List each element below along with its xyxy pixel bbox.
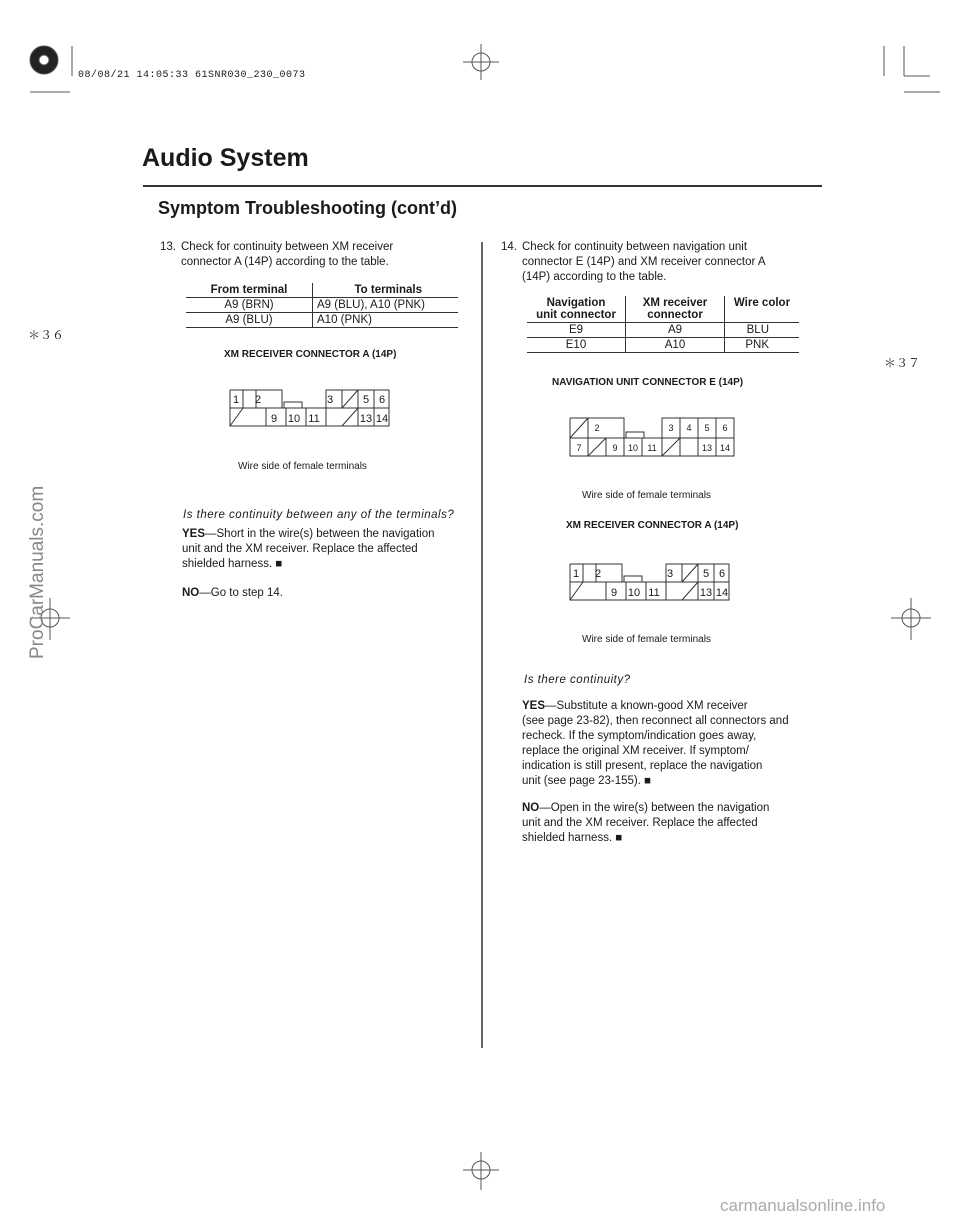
yes-text: unit and the XM receiver. Replace the affected <box>182 543 418 555</box>
table-header: From terminal <box>186 283 313 298</box>
end-mark-icon: ■ <box>644 775 652 787</box>
pin-label: 9 <box>612 443 618 453</box>
table-cell: A9 (BRN) <box>186 298 313 313</box>
pin-label: 1 <box>232 394 240 406</box>
question: Is there continuity between any of the terminals? <box>183 509 455 521</box>
dash: — <box>545 700 557 712</box>
pin-label: 9 <box>270 413 278 425</box>
pin-label: 13 <box>359 413 373 425</box>
xm-connector-diagram <box>566 562 736 604</box>
no-label: NO <box>182 587 200 599</box>
table-row <box>186 298 458 313</box>
step-text: connector E (14P) and XM receiver connector A <box>522 256 766 268</box>
connector-note: Wire side of female terminals <box>582 490 711 501</box>
table-row <box>527 323 799 338</box>
pin-label: 2 <box>594 423 600 433</box>
table-cell: A10 <box>626 338 725 353</box>
question: Is there continuity? <box>524 674 631 686</box>
footer-watermark: carmanualsonline.info <box>720 1196 886 1215</box>
table-cell: E10 <box>527 338 626 353</box>
no-text: Go to step 14. <box>210 587 283 599</box>
page-subtitle: Symptom Troubleshooting (cont’d) <box>158 198 457 218</box>
yes-text: shielded harness. <box>182 558 273 570</box>
continuity-table <box>186 283 458 328</box>
pin-label: 11 <box>308 413 320 425</box>
pin-label: 11 <box>648 587 660 599</box>
yes-text: recheck. If the symptom/indication goes away, <box>522 730 757 742</box>
yes-text: replace the original XM receiver. If symptom/ <box>522 745 749 757</box>
yes-block <box>522 699 822 789</box>
no-text: unit and the XM receiver. Replace the affected <box>522 817 758 829</box>
side-watermark: ProCarManuals.com <box>27 485 48 659</box>
pin-label: 13 <box>701 443 713 453</box>
yes-text: (see page 23-82), then reconnect all connectors and <box>522 715 789 727</box>
table-header: To terminals <box>313 283 459 298</box>
table-cell: PNK <box>725 338 800 353</box>
pin-label: 3 <box>326 394 334 406</box>
table-header: XM receiver connector <box>626 296 725 323</box>
table-cell: A9 (BLU), A10 (PNK) <box>313 298 459 313</box>
pin-label: 1 <box>572 568 580 580</box>
dash: — <box>539 802 551 814</box>
connector-caption: XM RECEIVER CONNECTOR A (14P) <box>566 520 739 531</box>
no-block <box>182 586 283 601</box>
step-number: 14. <box>501 241 517 253</box>
pin-label: 7 <box>576 443 582 453</box>
dash: — <box>205 528 217 540</box>
no-block <box>522 801 822 846</box>
yes-label: YES <box>182 528 206 540</box>
yes-block <box>182 527 472 572</box>
table-header: Navigation unit connector <box>527 296 626 323</box>
yes-text: indication is still present, replace the navigation <box>522 760 763 772</box>
wire-table <box>527 296 799 353</box>
pin-label: 6 <box>722 423 728 433</box>
yes-label: YES <box>522 700 546 712</box>
pin-label: 13 <box>699 587 713 599</box>
table-cell: BLU <box>725 323 800 338</box>
connector-caption: XM RECEIVER CONNECTOR A (14P) <box>224 349 397 360</box>
step-number: 13. <box>160 241 176 253</box>
pin-label: 3 <box>668 423 674 433</box>
no-label: NO <box>522 802 540 814</box>
pin-label: 5 <box>704 423 710 433</box>
yes-text: Short in the wire(s) between the navigation <box>216 528 435 540</box>
no-text: Open in the wire(s) between the navigation <box>550 802 770 814</box>
pin-label: 3 <box>666 568 674 580</box>
connector-caption: NAVIGATION UNIT CONNECTOR E (14P) <box>552 377 744 388</box>
table-cell: A10 (PNK) <box>313 313 459 328</box>
pin-label: 5 <box>702 568 710 580</box>
table-cell: E9 <box>527 323 626 338</box>
table-row <box>527 338 799 353</box>
yes-text: unit (see page 23-155). <box>522 775 641 787</box>
print-stamp: 08/08/21 14:05:33 61SNR030_230_0073 <box>78 70 306 81</box>
side-mark-right: ＊３７ <box>884 356 921 370</box>
pin-label: 6 <box>378 394 386 406</box>
pin-label: 14 <box>719 443 731 453</box>
connector-note: Wire side of female terminals <box>582 634 711 645</box>
side-mark-left: ＊３６ <box>28 328 65 342</box>
step-text: connector A (14P) according to the table. <box>181 256 389 268</box>
pin-label: 10 <box>627 587 641 599</box>
nav-connector-diagram <box>566 416 742 460</box>
yes-text: Substitute a known-good XM receiver <box>556 700 748 712</box>
pin-label: 10 <box>627 443 639 453</box>
pin-label: 14 <box>715 587 729 599</box>
pin-label: 9 <box>610 587 618 599</box>
pin-label: 2 <box>594 568 602 580</box>
table-cell: A9 <box>626 323 725 338</box>
table-cell: A9 (BLU) <box>186 313 313 328</box>
dash: — <box>199 587 211 599</box>
pin-label: 11 <box>647 443 657 453</box>
pin-label: 6 <box>718 568 726 580</box>
table-header: Wire color <box>725 296 800 323</box>
pin-label: 4 <box>686 423 692 433</box>
no-text: shielded harness. <box>522 832 613 844</box>
pin-label: 14 <box>375 413 389 425</box>
table-row <box>186 313 458 328</box>
end-mark-icon: ■ <box>615 832 623 844</box>
page-title: Audio System <box>142 144 309 172</box>
xm-connector-diagram <box>226 388 396 430</box>
pin-label: 5 <box>362 394 370 406</box>
pin-label: 2 <box>254 394 262 406</box>
connector-note: Wire side of female terminals <box>238 461 367 472</box>
step-text: Check for continuity between XM receiver <box>181 241 394 253</box>
step-text: (14P) according to the table. <box>522 271 667 283</box>
end-mark-icon: ■ <box>275 558 283 570</box>
pin-label: 10 <box>287 413 301 425</box>
step-text: Check for continuity between navigation unit <box>522 241 748 253</box>
